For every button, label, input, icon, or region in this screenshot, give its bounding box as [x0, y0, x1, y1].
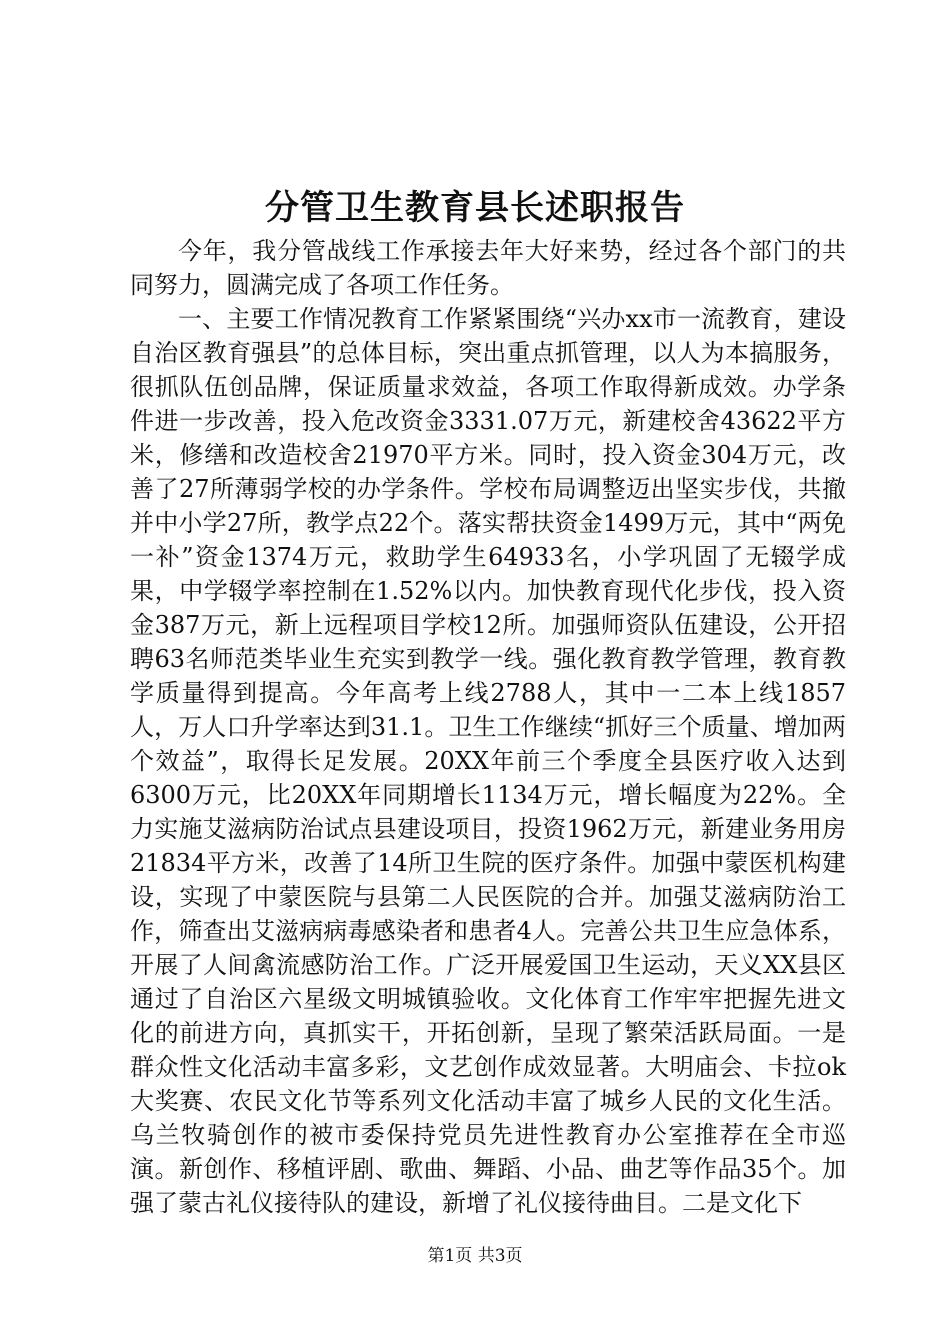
document-title: 分管卫生教育县长述职报告 [265, 188, 685, 228]
paragraph-intro: 今年，我分管战线工作承接去年大好来势，经过各个部门的共同努力，圆满完成了各项工作任务。 [130, 237, 846, 299]
paragraph-main-work: 一、主要工作情况教育工作紧紧围绕“兴办xx市一流教育，建设自治区教育强县”的总体目标，突出重点抓管理，以人为本搞服务，很抓队伍创品牌，保证质量求效益，各项工作取得新成效。办学条件进一步改善，投入危改资金3331.07万元，新建校舍43622平方米，修缮和改造校舍21970平方米。同时，投入资金304万元，改善了27所薄弱学校的办学条件。学校布局调整迈出坚实步伐，共撤并中小学27所，教学点22个。落实帮扶资金1499万元，其中“两免一补”资金1374万元，救助学生64933名，小学巩固了无辍学成果，中学辍学率控制在1.52%以内。加快教育现代化步伐，投入资金387万元，新上远程项目学校12所。加强师资队伍建设，公开招聘63名师范类毕业生充实到教学一线。强化教育教学管理，教育教学质量得到提高。今年高考上线2788人，其中一二本上线1857人，万人口升学率达到31.1。卫生工作继续“抓好三个质量、增加两个效益”，取得长足发展。20XX年前三个季度全县医疗收入达到6300万元，比20XX年同期增长1134万元，增长幅度为22%。全力实施艾滋病防治试点县建设项目，投资1962万元，新建业务用房21834平方米，改善了14所卫生院的医疗条件。加强中蒙医机构建设，实现了中蒙医院与县第二人民医院的合并。加强艾滋病防治工作，筛查出艾滋病病毒感染者和患者4人。完善公共卫生应急体系，开展了人间禽流感防治工作。广泛开展爱国卫生运动，天义XX县区通过了自治区六星级文明城镇验收。文化体育工作牢牢把握先进文化的前进方向，真抓实干，开拓创新，呈现了繁荣活跃局面。一是群众性文化活动丰富多彩，文艺创作成效显著。大明庙会、卡拉ok大奖赛、农民文化节等系列文化活动丰富了城乡人民的文化生活。乌兰牧骑创作的被市委保持党员先进性教育办公室推荐在全市巡演。新创作、移植评剧、歌曲、舞蹈、小品、曲艺等作品35个。加强了蒙古礼仪接待队的建设，新增了礼仪接待曲目。二是文化下 [130, 305, 846, 1217]
document-body [130, 234, 846, 1220]
page-indicator: 第1页 共3页 [427, 1246, 523, 1266]
